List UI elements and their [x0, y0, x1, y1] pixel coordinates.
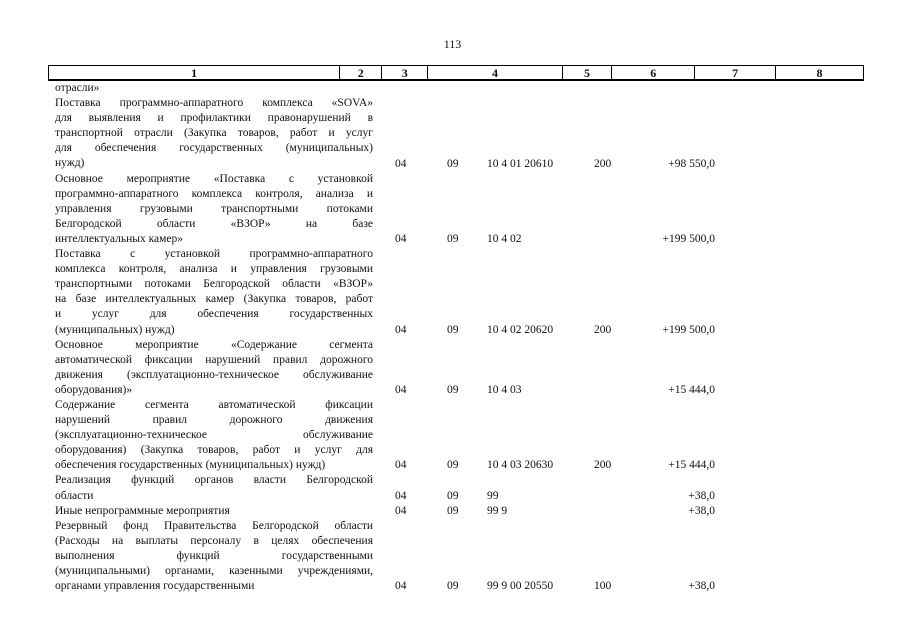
cell-razdel: 04: [395, 489, 407, 502]
description-line: нужд): [55, 157, 85, 170]
description-line: автоматической фиксации нарушений правил дорожного: [55, 353, 373, 366]
table-row: [0, 519, 905, 594]
description-line: для выявления и профилактики правонарушений в: [55, 112, 373, 125]
description-line: Белгородской области «ВЗОР» на базе: [55, 217, 373, 230]
cell-podrazdel: 09: [447, 580, 459, 593]
table-row: [0, 247, 905, 338]
description-line: интеллектуальных камер»: [55, 232, 184, 245]
table-row: [0, 172, 905, 247]
cell-podrazdel: 09: [447, 459, 459, 472]
description-line: программно-аппаратного комплекса контроля, анализа и: [55, 187, 373, 200]
cell-expense-type: 100: [594, 580, 612, 593]
cell-amount: +15 444,0: [668, 383, 715, 396]
description-line: транспортными потоками Белгородской области «ВЗОР»: [55, 278, 373, 291]
table-row: [0, 338, 905, 398]
description-line: оборудования) (Закупка товаров, работ и услуг для: [55, 444, 373, 457]
cell-razdel: 04: [395, 383, 407, 396]
description-line: и услуг для обеспечения государственных: [55, 308, 373, 321]
cell-podrazdel: 09: [447, 323, 459, 336]
table-row: [0, 504, 905, 519]
header-col-3: 3: [382, 66, 428, 79]
cell-amount: +38,0: [688, 504, 715, 517]
cell-amount: +98 550,0: [668, 157, 715, 170]
description-line: для обеспечения государственных (муниципальных): [55, 142, 373, 155]
cell-target-article: 10 4 02: [487, 233, 522, 246]
table-row: [0, 398, 905, 473]
cell-target-article: 10 4 03 20630: [487, 459, 554, 472]
table-row: [0, 96, 905, 171]
cell-razdel: 04: [395, 157, 407, 170]
cell-amount: +199 500,0: [662, 323, 715, 336]
cell-podrazdel: 09: [447, 157, 459, 170]
description-line: Основное мероприятие «Содержание сегмента: [55, 338, 373, 351]
table-body: [0, 81, 905, 594]
description-line: Поставка с установкой программно-аппаратного: [55, 248, 373, 261]
cell-target-article: 10 4 02 20620: [487, 323, 554, 336]
header-col-2: 2: [340, 66, 382, 79]
cell-target-article: 10 4 01 20610: [487, 157, 554, 170]
header-col-7: 7: [695, 66, 776, 79]
cell-amount: +38,0: [688, 580, 715, 593]
cell-expense-type: 200: [594, 459, 612, 472]
cell-expense-type: 200: [594, 157, 612, 170]
table-header: [48, 65, 864, 81]
cell-target-article: 99 9: [487, 504, 508, 517]
description-line: транспортной отрасли (Закупка товаров, работ и услуг: [55, 127, 373, 140]
cell-amount: +38,0: [688, 489, 715, 502]
description-line: нарушений правил дорожного движения: [55, 414, 373, 427]
description-line: Реализация функций органов власти Белгородской: [55, 474, 373, 487]
cell-amount: +199 500,0: [662, 233, 715, 246]
cell-razdel: 04: [395, 504, 407, 517]
header-col-8: 8: [816, 65, 823, 80]
cell-podrazdel: 09: [447, 489, 459, 502]
header-col-1: 1: [49, 66, 340, 79]
description-line: области: [55, 489, 94, 502]
page-number: 113: [443, 37, 462, 51]
description-line: на базе интеллектуальных камер (Закупка товаров, работ: [55, 293, 373, 306]
description-line: движения (эксплуатационно-техническое обслуживание: [55, 368, 373, 381]
cell-target-article: 10 4 03: [487, 383, 522, 396]
header-col-4: 4: [428, 66, 562, 79]
description-line: управления грузовыми транспортными потоками: [55, 202, 373, 215]
description-line: Иные непрограммные мероприятия: [55, 504, 230, 517]
description-line: Поставка программно-аппаратного комплекса «SOVA»: [55, 97, 373, 110]
description-line: оборудования)»: [55, 383, 133, 396]
cell-amount: +15 444,0: [668, 459, 715, 472]
description-line: комплекса контроля, анализа и управления грузовыми: [55, 263, 373, 276]
table-row: [0, 473, 905, 503]
description-line: (эксплуатационно-техническое обслуживание: [55, 429, 373, 442]
cell-razdel: 04: [395, 580, 407, 593]
description-line: обеспечения государственных (муниципальных) нужд): [55, 459, 326, 472]
table-row: [0, 81, 905, 96]
cell-expense-type: 200: [594, 323, 612, 336]
cell-razdel: 04: [395, 459, 407, 472]
description-line: выполнения функций государственными: [55, 549, 373, 562]
description-line: Содержание сегмента автоматической фиксации: [55, 398, 373, 411]
description-line: Основное мероприятие «Поставка с установкой: [55, 172, 373, 185]
cell-target-article: 99 9 00 20550: [487, 580, 554, 593]
description-line: органами управления государственными: [55, 580, 255, 593]
description-line: (муниципальных) нужд): [55, 323, 175, 336]
description-line: (Расходы на выплаты персоналу в целях обеспечения: [55, 534, 373, 547]
header-col-5: 5: [563, 66, 613, 79]
description-line: (муниципальными) органами, казенными учреждениями,: [55, 565, 373, 577]
cell-podrazdel: 09: [447, 383, 459, 396]
cell-razdel: 04: [395, 323, 407, 336]
cell-razdel: 04: [395, 233, 407, 246]
cell-podrazdel: 09: [447, 233, 459, 246]
description-line: Резервный фонд Правительства Белгородской области: [55, 519, 373, 532]
cell-podrazdel: 09: [447, 504, 459, 517]
description-line: отрасли»: [55, 82, 100, 94]
header-col-6: 6: [612, 66, 695, 79]
cell-target-article: 99: [487, 489, 499, 502]
